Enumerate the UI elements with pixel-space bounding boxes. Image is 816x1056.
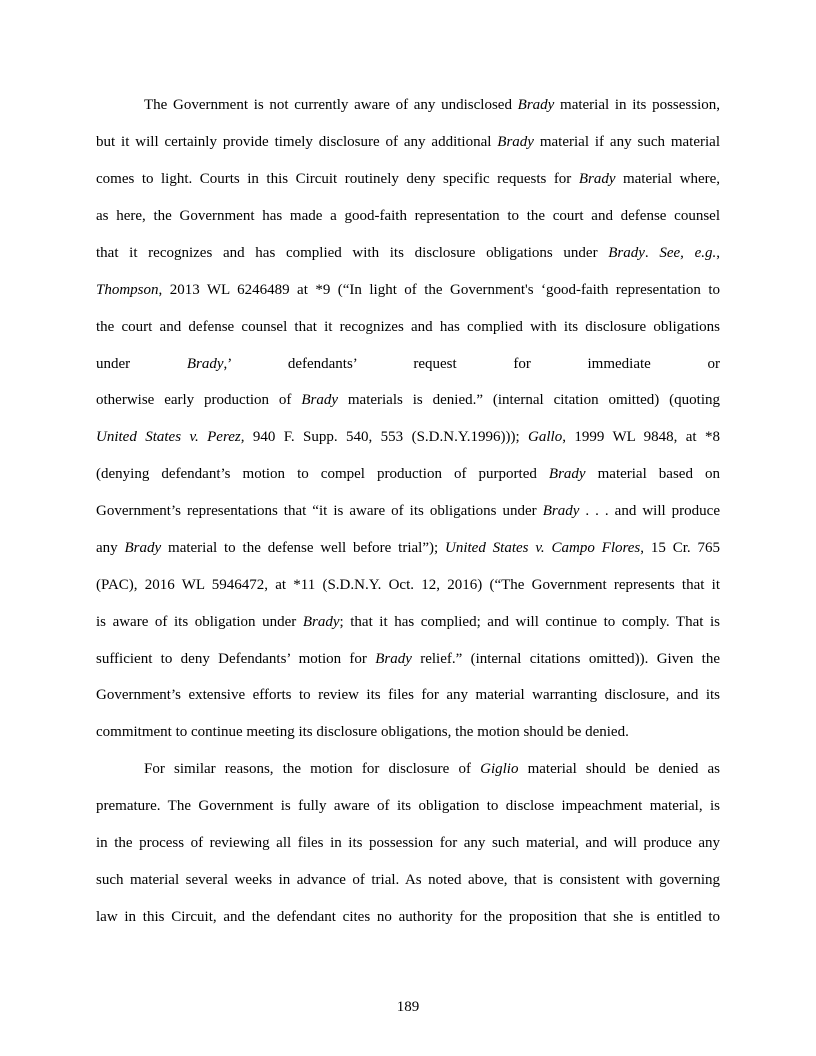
text-line: under Brady,’ defendants’ request for immediate or — [96, 356, 720, 372]
text-line: premature. The Government is fully aware of its obligation to disclose impeachment material, is — [96, 798, 720, 814]
text-line: (PAC), 2016 WL 5946472, at *11 (S.D.N.Y. Oct. 12, 2016) (“The Government represents that it — [96, 577, 720, 593]
text-line: United States v. Perez, 940 F. Supp. 540, 553 (S.D.N.Y.1996))); Gallo, 1999 WL 9848, at *8 — [96, 429, 720, 445]
italic-citation: Brady — [517, 97, 555, 113]
italic-citation: Brady — [497, 134, 534, 150]
text-line: comes to light. Courts in this Circuit routinely deny specific requests for Brady material where, — [96, 171, 720, 187]
italic-citation: See, e.g. — [659, 245, 717, 261]
italic-citation: Brady — [548, 466, 586, 482]
italic-citation: United States v. Campo Flores — [445, 540, 641, 556]
italic-citation: United States v. Perez, — [96, 429, 245, 445]
italic-citation: Brady — [375, 651, 412, 667]
text-line: any Brady material to the defense well before trial”); United States v. Campo Flores, 15 Cr. 765 — [96, 540, 720, 556]
text-line: as here, the Government has made a good-faith representation to the court and defense counsel — [96, 208, 720, 224]
text-line: otherwise early production of Brady materials is denied.” (internal citation omitted) (quoting — [96, 392, 720, 408]
italic-citation: Giglio — [480, 761, 519, 777]
text-line: but it will certainly provide timely disclosure of any additional Brady material if any such material — [96, 134, 720, 150]
text-line: that it recognizes and has complied with its disclosure obligations under Brady. See, e.g., — [96, 245, 720, 261]
text-line: commitment to continue meeting its disclosure obligations, the motion should be denied. — [96, 724, 629, 740]
text-line: such material several weeks in advance of trial. As noted above, that is consistent with governing — [96, 872, 720, 888]
italic-citation: Brady — [301, 392, 338, 408]
text-line: Government’s representations that “it is aware of its obligations under Brady . . . and will produce — [96, 503, 720, 519]
italic-citation: Brady — [578, 171, 616, 187]
italic-citation: Brady — [542, 503, 580, 519]
italic-citation: Brady — [186, 356, 224, 372]
italic-citation: Brady — [608, 245, 645, 261]
text-line: in the process of reviewing all files in its possession for any such material, and will produce any — [96, 835, 720, 851]
text-line: sufficient to deny Defendants’ motion for Brady relief.” (internal citations omitted)). Given the — [96, 651, 720, 667]
page-number: 189 — [396, 999, 420, 1015]
text-line: the court and defense counsel that it recognizes and has complied with its disclosure obligations — [96, 319, 720, 335]
text-line: (denying defendant’s motion to compel production of purported Brady material based on — [96, 466, 720, 482]
italic-citation: Brady — [302, 614, 340, 630]
text-line: is aware of its obligation under Brady; that it has complied; and will continue to comply. That is — [96, 614, 720, 630]
text-line: The Government is not currently aware of any undisclosed Brady material in its possession, — [144, 97, 720, 113]
italic-citation: Gallo — [528, 429, 563, 445]
text-line: For similar reasons, the motion for disclosure of Giglio material should be denied as — [144, 761, 720, 777]
text-line: Government’s extensive efforts to review its files for any material warranting disclosure, and its — [96, 687, 720, 703]
text-line: law in this Circuit, and the defendant cites no authority for the proposition that she is entitled to — [96, 909, 720, 925]
italic-citation: Thompson — [96, 282, 159, 298]
text-line: Thompson, 2013 WL 6246489 at *9 (“In light of the Government's ‘good-faith representation to — [96, 282, 720, 298]
italic-citation: Brady — [124, 540, 162, 556]
